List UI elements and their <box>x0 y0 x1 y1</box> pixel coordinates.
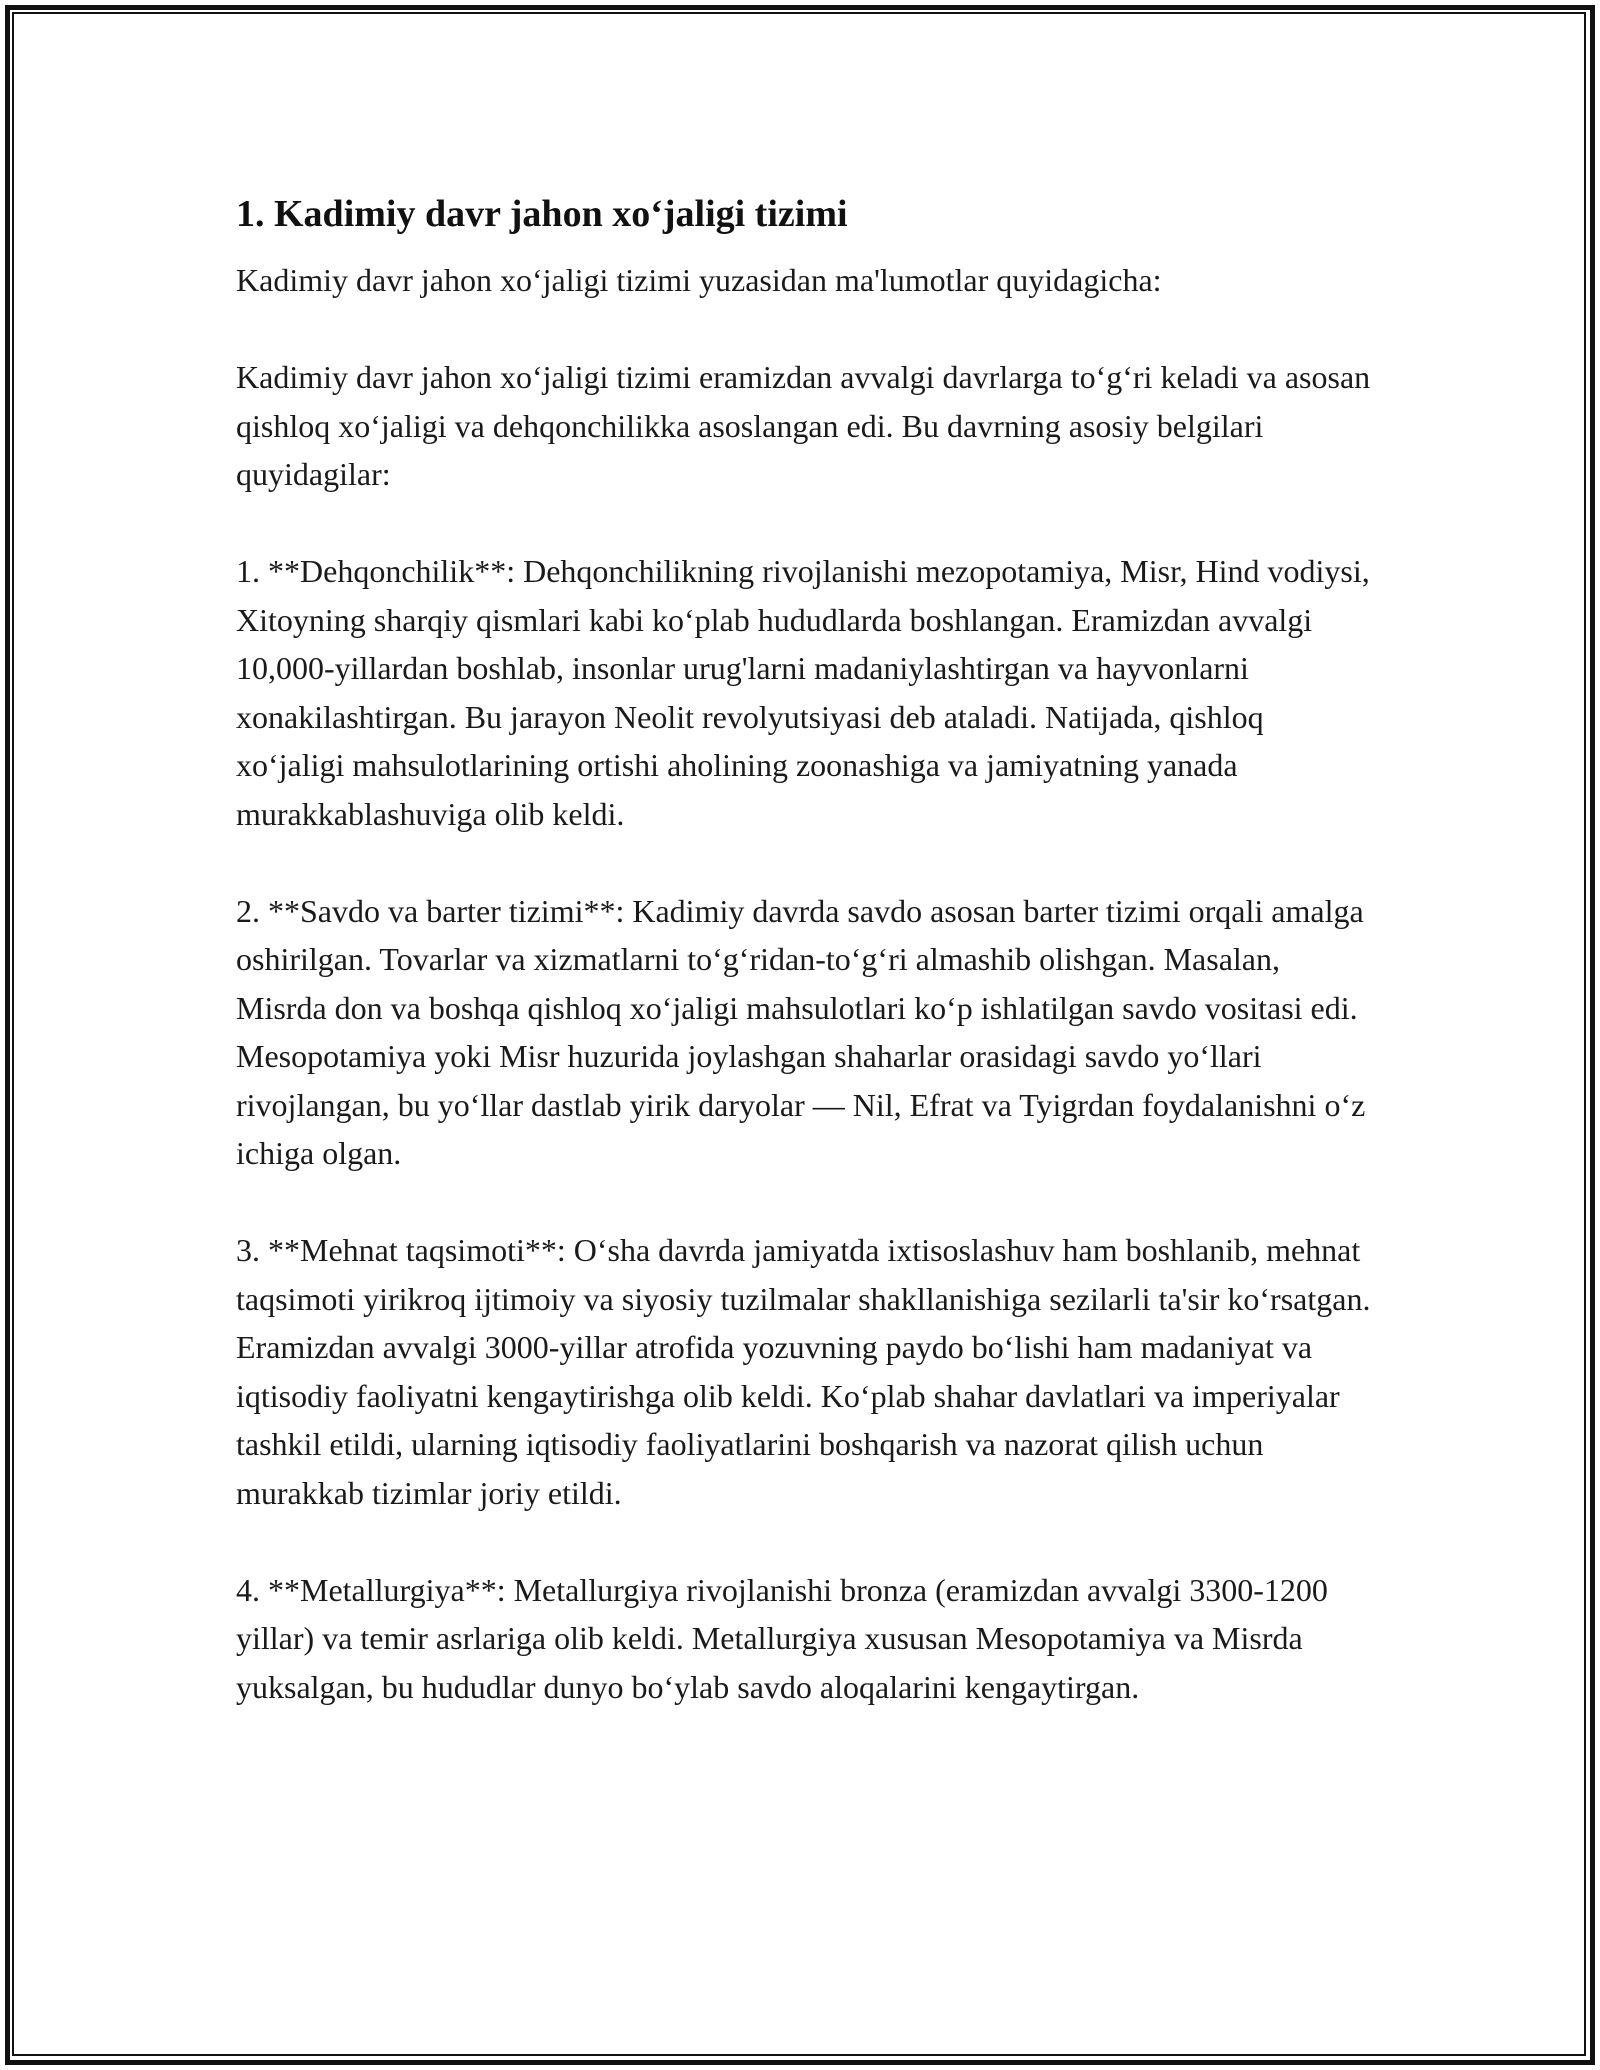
document-body <box>236 190 1376 1760</box>
document-title: 1. Kadimiy davr jahon xo‘jaligi tizimi <box>236 193 848 235</box>
list-item-savdo: 2. **Savdo va barter tizimi**: Kadimiy davrda savdo asosan barter tizimi orqali amalga oshirilgan. Tovarlar va xizmatlarni to‘g‘ridan-to‘g‘ri almashib olishgan. Masalan, Misrda don va boshqa qishloq xo‘jaligi mahsulotlari ko‘p ishlatilgan savdo vositasi edi. Mesopotamiya yoki Misr huzurida joylashgan shaharlar orasidagi savdo yo‘llari rivojlangan, bu yo‘llar dastlab yirik daryolar — Nil, Efrat va Tyigrdan foydalanishni o‘z ichiga olgan. <box>236 892 1366 1171</box>
overview-paragraph: Kadimiy davr jahon xo‘jaligi tizimi eramizdan avvalgi davrlarga to‘g‘ri keladi va asosan qishloq xo‘jaligi va dehqonchilikka asoslangan edi. Bu davrning asosiy belgilari quyidagilar: <box>236 359 1371 492</box>
list-item-dehqonchilik: 1. **Dehqonchilik**: Dehqonchilikning rivojlanishi mezopotamiya, Misr, Hind vodiysi, Xitoyning sharqiy qismlari kabi ko‘plab hududlarda boshlangan. Eramizdan avvalgi 10,000-yillardan boshlab, insonlar urug'larni madaniylashtirgan va hayvonlarni xonakilashtirgan. Bu jarayon Neolit revolyutsiyasi deb ataladi. Natijada, qishloq xo‘jaligi mahsulotlarining ortishi aholining zoonashiga va jamiyatning yanada murakkablashuviga olib keldi. <box>236 553 1370 832</box>
list-item-metallurgiya: 4. **Metallurgiya**: Metallurgiya rivojlanishi bronza (eramizdan avvalgi 3300-1200 yillar) va temir asrlariga olib keldi. Metallurgiya xususan Mesopotamiya va Misrda yuksalgan, bu hududlar dunyo bo‘ylab savdo aloqalarini kengaytirgan. <box>236 1571 1328 1705</box>
intro-paragraph: Kadimiy davr jahon xo‘jaligi tizimi yuzasidan ma'lumotlar quyidagicha: <box>236 262 1162 298</box>
list-item-mehnat: 3. **Mehnat taqsimoti**: O‘sha davrda jamiyatda ixtisoslashuv ham boshlanib, mehnat taqsimoti yirikroq ijtimoiy va siyosiy tuzilmalar shakllanishiga sezilarli ta'sir ko‘rsatgan. Eramizdan avvalgi 3000-yillar atrofida yozuvning paydo bo‘lishi ham madaniyat va iqtisodiy faoliyatni kengaytirishga olib keldi. Ko‘plab shahar davlatlari va imperiyalar tashkil etildi, ularning iqtisodiy faoliyatlarini boshqarish va nazorat qilish uchun murakkab tizimlar joriy etildi. <box>236 1232 1371 1511</box>
